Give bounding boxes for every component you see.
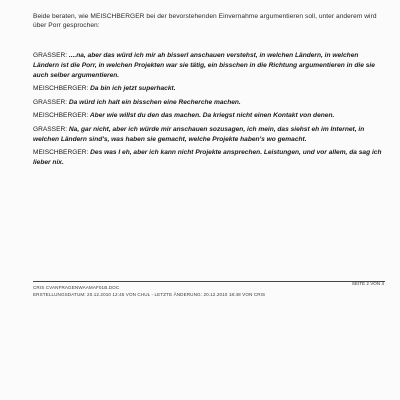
footer-dates: ERSTELLUNGSDATUM: 20.12.2010 12:45 VON CHUL - LETZTE ÄNDERUNG: 20.12.2010 18:48 VON CRIS — [33, 292, 266, 297]
dialogue-line — [33, 111, 385, 121]
speech-text: Aber wie willst du den das machen. Da kriegst nicht einen Kontakt von denen. — [88, 112, 335, 120]
dialogue-line — [33, 84, 385, 94]
speech-text: Da bin ich jetzt superhackt. — [88, 85, 176, 93]
speech-text: Da würd ich halt ein bisschen eine Recherche machen. — [67, 98, 241, 106]
speaker-name: MEISCHBERGER: — [33, 149, 89, 157]
page-number: SEITE 2 VON 4 — [351, 281, 384, 286]
footer-file-name: CRIS CVANFRAGENWAAMAF01B.DOC — [33, 285, 120, 290]
dialogue-transcript — [33, 51, 385, 167]
dialogue-line — [33, 51, 385, 80]
speech-text: Des was I eh, aber ich kann nicht Projekte ansprechen. Leistungen, und vor allem, da sag ich lieber nix. — [33, 149, 382, 166]
footer-divider — [33, 281, 385, 282]
footer-meta — [33, 284, 265, 298]
speaker-name: MEISCHBERGER: — [33, 85, 89, 93]
dialogue-line — [33, 98, 385, 108]
speaker-name: MEISCHBERGER: — [33, 112, 89, 120]
speaker-name: GRASSER: — [33, 52, 68, 60]
speech-text: Na, gar nicht, aber ich würde mir anschauen sozusagen, ich mein, das siehst eh im Internet, in welchen Ländern sind's, was haben sie gemacht, welche Projekte haben's wo gemacht. — [33, 125, 365, 143]
intro-paragraph: Beide beraten, wie MEISCHBERGER bei der bevorstehenden Einvernahme argumentieren soll, unter anderem wird über Porr gesprochen: — [33, 13, 377, 30]
speaker-name: GRASSER: — [33, 98, 68, 106]
document-body — [33, 12, 385, 171]
dialogue-line — [33, 125, 385, 144]
dialogue-line — [33, 148, 385, 167]
speech-text: ....na, aber das würd ich mir ah bisserl anschauen verstehst, in welchen Ländern, in welchen Ländern ist die Porr, in welchen Projekten war sie tätig, ein bisschen in die Richtung argumentieren in die sie auch selber argumentieren. — [33, 52, 375, 79]
speaker-name: GRASSER: — [33, 125, 68, 133]
